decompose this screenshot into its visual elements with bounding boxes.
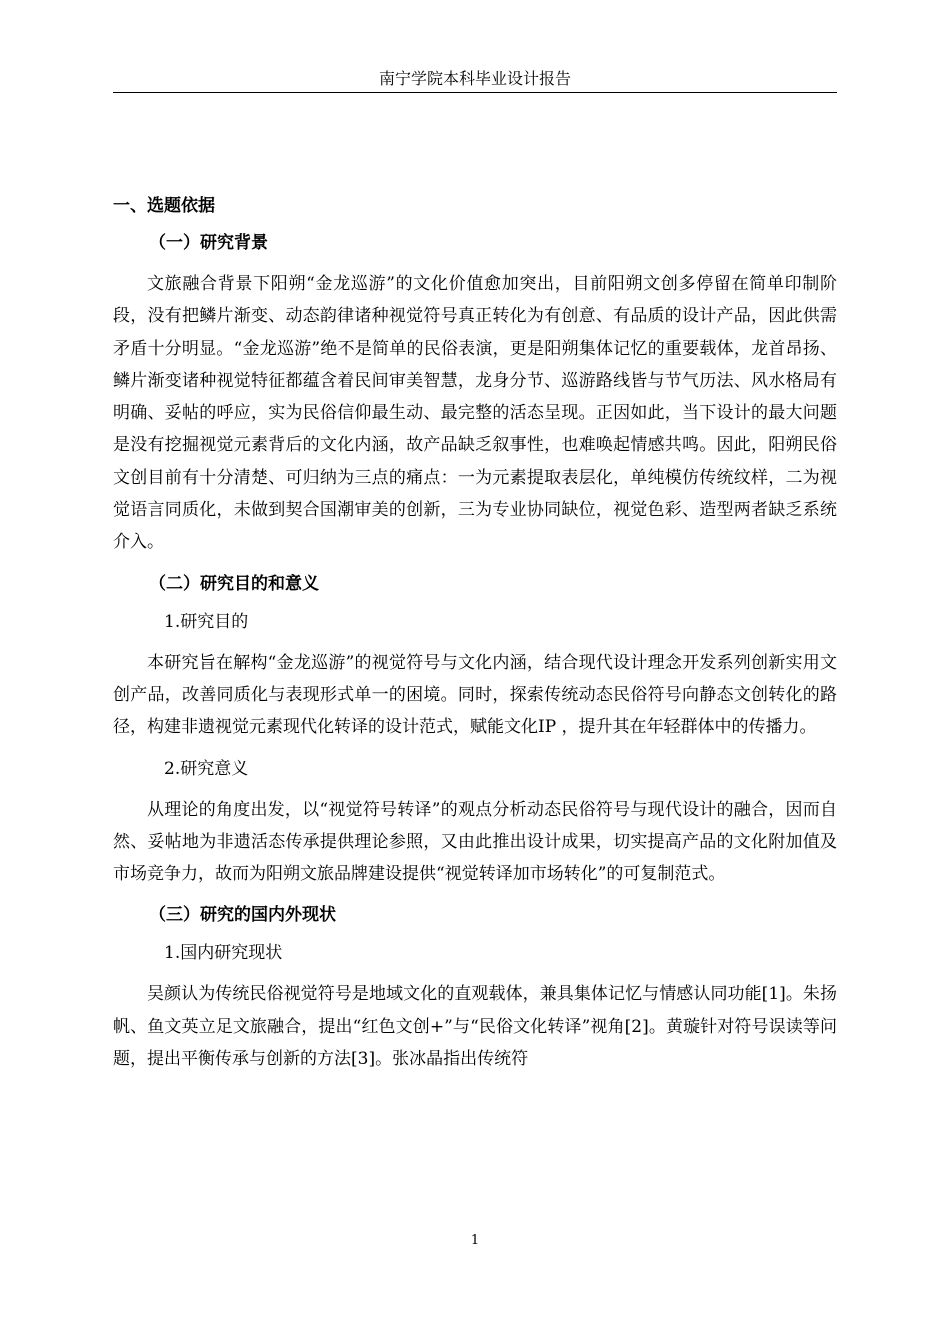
- paragraph-research-purpose: 本研究旨在解构“金龙巡游”的视觉符号与文化内涵，结合现代设计理念开发系列创新实用文创产品，改善同质化与表现形式单一的困境。同时，探索传统动态民俗符号向静态文创转化的路径，构建非遗视觉元素现代化转译的设计范式，赋能文化IP ，提升其在年轻群体中的传播力。: [113, 652, 837, 738]
- item-heading-research-purpose: 1.研究目的: [164, 611, 249, 632]
- subheading-research-status: （三）研究的国内外现状: [149, 905, 336, 926]
- document-body: [113, 188, 837, 1081]
- paragraph-research-background: 文旅融合背景下阳朔“金龙巡游”的文化价值愈加突出，目前阳朔文创多停留在简单印制阶段，没有把鳞片渐变、动态韵律诸种视觉符号真正转化为有创意、有品质的设计产品，因此供需矛盾十分明显。“金龙巡游”绝不是简单的民俗表演，更是阳朔集体记忆的重要载体，龙首昂扬、鳞片渐变诸种视觉特征都蕴含着民间审美智慧，龙身分节、巡游路线皆与节气历法、风水格局有明确、妥帖的呼应，实为民俗信仰最生动、最完整的活态呈现。正因如此，当下设计的最大问题是没有挖掘视觉元素背后的文化内涵，故产品缺乏叙事性，也难唤起情感共鸣。因此，阳朔民俗文创目前有十分清楚、可归纳为三点的痛点：一为元素提取表层化，单纯模仿传统纹样，二为视觉语言同质化，未做到契合国潮审美的创新，三为专业协同缺位，视觉色彩、造型两者缺乏系统介入。: [113, 274, 837, 553]
- header-rule: [113, 92, 837, 93]
- subheading-purpose-and-significance: （二）研究目的和意义: [149, 573, 319, 594]
- paragraph-domestic-status: 吴颜认为传统民俗视觉符号是地域文化的直观载体，兼具集体记忆与情感认同功能[1]。朱扬帆、鱼文英立足文旅融合，提出“红色文创+”与“民俗文化转译”视角[2]。黄璇针对符号误读等问题，提出平衡传承与创新的方法[3]。张冰晶指出传统符: [113, 984, 837, 1070]
- paragraph-research-significance: 从理论的角度出发，以“视觉符号转译”的观点分析动态民俗符号与现代设计的融合，因而自然、妥帖地为非遗活态传承提供理论参照，又由此推出设计成果，切实提高产品的文化附加值及市场竞争力，故而为阳朔文旅品牌建设提供“视觉转译加市场转化”的可复制范式。: [113, 799, 837, 885]
- item-heading-domestic-status: 1.国内研究现状: [164, 943, 283, 964]
- section-heading-selection-basis: 一、选题依据: [113, 196, 215, 216]
- page-number: 1: [470, 1233, 480, 1248]
- item-heading-research-significance: 2.研究意义: [164, 758, 249, 779]
- subheading-research-background: （一）研究背景: [149, 233, 268, 253]
- page-header: 南宁学院本科毕业设计报告: [378, 69, 571, 88]
